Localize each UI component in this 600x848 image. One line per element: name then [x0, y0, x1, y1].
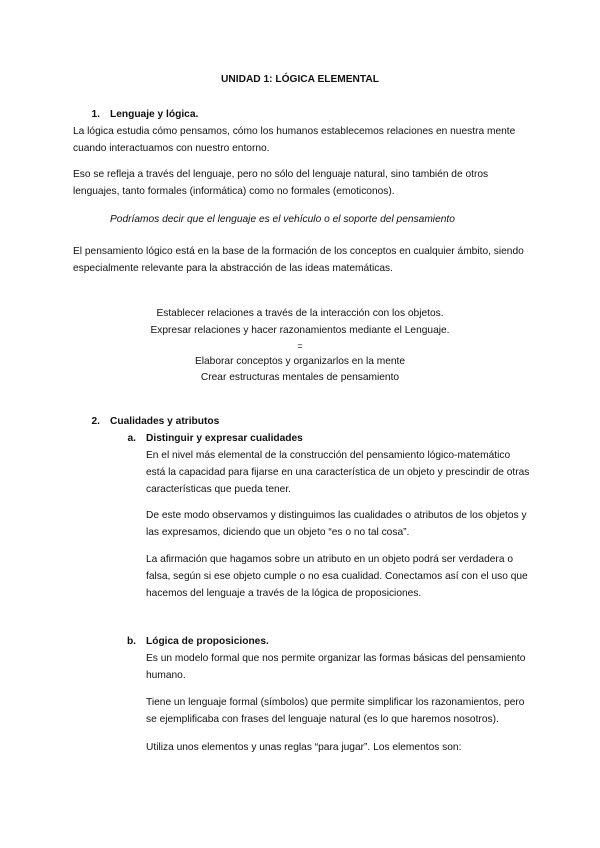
section-1-paragraph-3-line-2: especialmente relevante para la abstracción de las ideas matemáticas. [73, 263, 393, 274]
section-1-quote: Podríamos decir que el lenguaje es el vehículo o el soporte del pensamiento [110, 214, 455, 225]
center-block-line-3: Elaborar conceptos y organizarlos en la mente [194, 356, 406, 367]
section-1-paragraph-3-line-1: El pensamiento lógico está en la base de la formación de los conceptos en cualquier ámbito, siendo [73, 246, 524, 257]
subsection-a-paragraph-3-line-3: hacemos del lenguaje a través de la lógica de proposiciones. [146, 588, 422, 599]
center-block-line-1: Establecer relaciones a través de la interacción con los objetos. [156, 308, 444, 319]
section-1-number: 1. [91, 109, 100, 120]
section-1-paragraph-1-line-2: cuando interactuamos con nuestro entorno. [73, 143, 270, 154]
section-1-paragraph-2-line-2: lenguajes, tanto formales (informática) como no formales (emoticonos). [73, 186, 395, 197]
subsection-b-heading: Lógica de proposiciones. [146, 636, 269, 647]
subsection-b-paragraph-2-line-2: se ejemplificaba con frases del lenguaje natural (es lo que haremos nosotros). [146, 714, 499, 725]
center-block-line-2: Expresar relaciones y hacer razonamientos mediante el Lenguaje. [150, 325, 450, 336]
subsection-a-paragraph-1-line-3: características que pueda tener. [146, 484, 291, 495]
section-1-paragraph-1-line-1: La lógica estudia cómo pensamos, cómo los humanos establecemos relaciones en nuestra mente [73, 126, 516, 137]
section-1-heading: Lenguaje y lógica. [110, 109, 199, 120]
subsection-b-marker: b. [126, 636, 136, 647]
subsection-b-paragraph-1-line-2: humano. [146, 670, 186, 681]
subsection-b-paragraph-3-line-1: Utiliza unos elementos y unas reglas “para jugar”. Los elementos son: [146, 742, 462, 753]
page-title: UNIDAD 1: LÓGICA ELEMENTAL [221, 74, 379, 85]
subsection-a-paragraph-3-line-1: La afirmación que hagamos sobre un atributo en un objeto podrá ser verdadera o [146, 554, 513, 565]
subsection-a-paragraph-3-line-2: falsa, según si ese objeto cumple o no esa cualidad. Conectamos así con el uso que [146, 571, 528, 582]
center-block-line-4: Crear estructuras mentales de pensamiento [200, 372, 400, 383]
subsection-a-paragraph-1-line-2: está la capacidad para fijarse en una característica de un objeto y prescindir de otras [146, 467, 530, 478]
subsection-a-marker: a. [127, 433, 136, 444]
subsection-b-paragraph-2-line-1: Tiene un lenguaje formal (símbolos) que permite simplificar los razonamientos, pero [146, 697, 525, 708]
subsection-a-paragraph-2-line-2: las expresamos, diciendo que un objeto “es o no tal cosa”. [146, 527, 410, 538]
section-2-heading: Cualidades y atributos [110, 416, 220, 427]
section-1-paragraph-2-line-1: Eso se refleja a través del lenguaje, pero no sólo del lenguaje natural, sino también de otros [73, 169, 489, 180]
subsection-a-paragraph-2-line-1: De este modo observamos y distinguimos las cualidades o atributos de los objetos y [146, 510, 527, 521]
subsection-b-paragraph-1-line-1: Es un modelo formal que nos permite organizar las formas básicas del pensamiento [146, 653, 526, 664]
subsection-a-heading: Distinguir y expresar cualidades [146, 433, 303, 444]
subsection-a-paragraph-1-line-1: En el nivel más elemental de la construcción del pensamiento lógico-matemático [146, 450, 511, 461]
section-2-number: 2. [91, 416, 100, 427]
center-block-equals: = [297, 341, 303, 351]
